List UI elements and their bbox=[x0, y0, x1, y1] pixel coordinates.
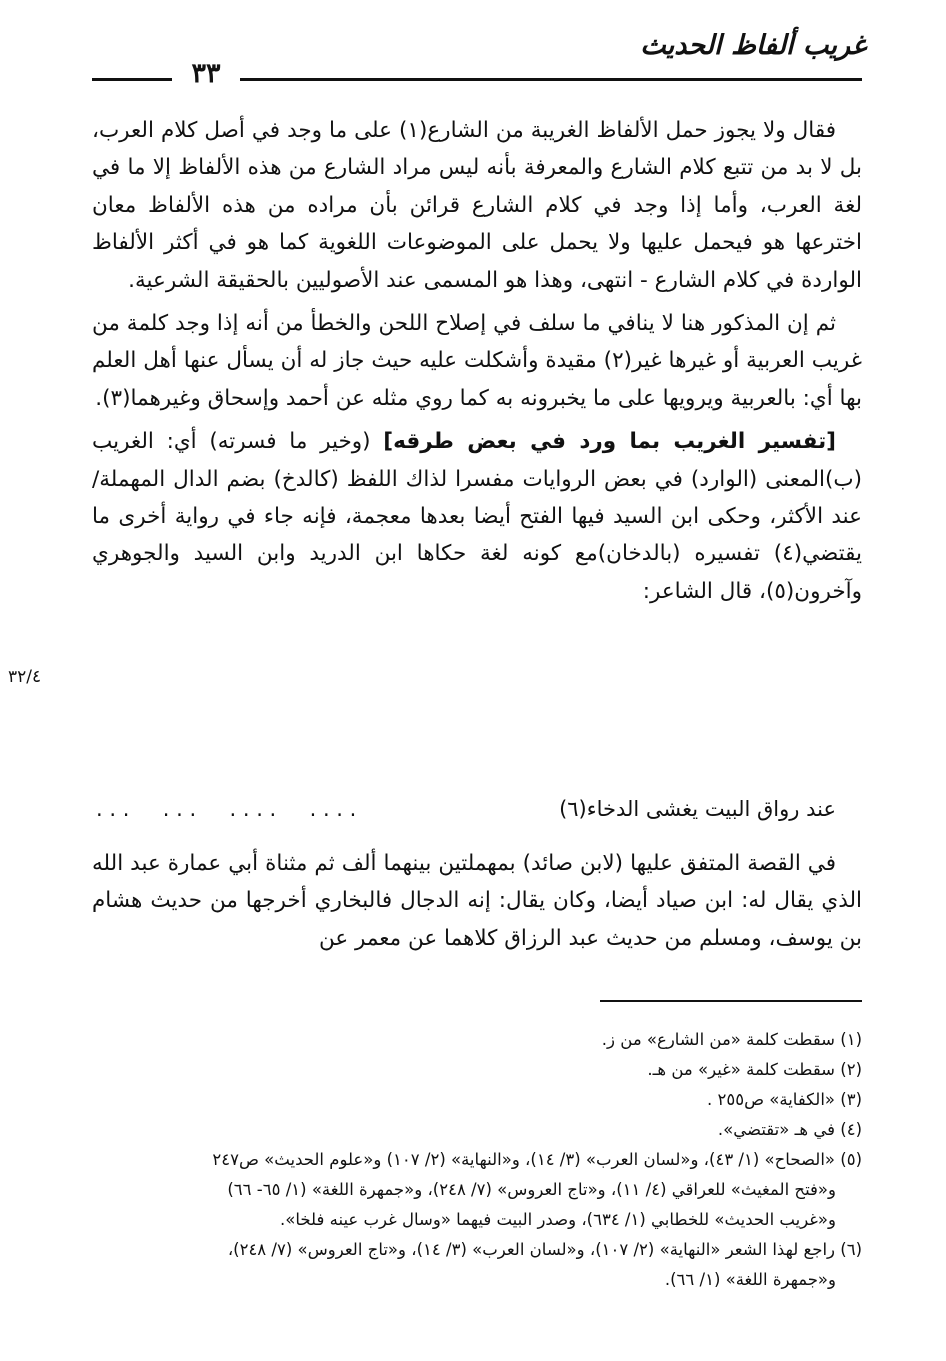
footnotes bbox=[92, 1025, 862, 1295]
verse-ellipsis: . . . . . . . . . . . . . . bbox=[96, 797, 357, 821]
continuation-text bbox=[92, 845, 862, 957]
paragraph-3-text: (وخير ما فسرته) أي: الغريب (ب)المعنى (الوارد) في بعض الروايات مفسرا لذاك اللفظ (كالدخ) بضم الدال المهملة/ عند الأكثر، وحكى ابن السيد فيها الفتح أيضا بعدها معجمة، فإنه جاء في رواية أخرى ما يقتضي(٤) تفسيره (بالدخان)مع كونه لغة حكاها ابن الدريد وابن السيد والجوهري وآخرون(٥)، قال الشاعر: bbox=[92, 429, 862, 604]
margin-reference: ٣٢/٤ bbox=[8, 667, 42, 687]
paragraph-4: في القصة المتفق عليها (لابن صائد) بمهملتين بينهما ألف ثم مثناة أبي عمارة عبد الله الذي يقال له: ابن صياد أيضا، وكان يقال: إنه الدجال فالبخاري أخرجها من حديث هشام بن يوسف، ومسلم من حديث عبد الرزاق كلاهما عن معمر عن bbox=[92, 851, 862, 951]
verse-first-half: عند رواق البيت يغشى الدخاء(٦) bbox=[559, 797, 836, 821]
footnote-5-line-2: و«فتح المغيث» للعراقي (٤/ ١١)، و«تاج العروس» (٧/ ٢٤٨)، و«جمهرة اللغة» (١/ ٦٥- ٦٦) bbox=[227, 1180, 836, 1199]
header-rule-left bbox=[92, 78, 172, 81]
footnote-1: (١) سقطت كلمة «من الشارع» من ز. bbox=[601, 1030, 862, 1049]
paragraph-1: فقال ولا يجوز حمل الألفاظ الغريبة من الشارع(١) على ما وجد في أصل كلام العرب، بل لا بد من تتبع كلام الشارع والمعرفة بأنه ليس مراد الشارع من هذه الألفاظ إلا ما في لغة العرب، وأما إذا وجد في كلام الشارع قرائن بأن مراده من هذه الألفاظ معان اخترعها هو فيحمل عليها ولا يحمل على الموضوعات اللغوية كما هو في أكثر الألفاظ الواردة في كلام الشارع - انتهى، وهذا هو المسمى عند الأصوليين بالحقيقة الشرعية. bbox=[92, 118, 862, 293]
main-text bbox=[92, 112, 862, 616]
footnote-5: (٥) «الصحاح» (١/ ٤٣)، و«لسان العرب» (٣/ ١٤)، و«النهاية» (٢/ ١٠٧) و«علوم الحديث» ص٢٤٧ bbox=[212, 1150, 862, 1169]
running-title: غريب ألفاظ الحديث bbox=[640, 30, 866, 61]
paragraph-3 bbox=[92, 423, 862, 610]
footnote-4: (٤) في هـ «تقتضي». bbox=[717, 1120, 862, 1139]
poetry-verse bbox=[96, 797, 836, 821]
paragraph-2: ثم إن المذكور هنا لا ينافي ما سلف في إصلاح اللحن والخطأ من أنه إذا وجد كلمة من غريب العربية أو غيرها غير(٢) مقيدة وأشكلت عليه حيث جاز له أن يسأل عنها أهل العلم بها أي: بالعربية ويرويها على ما يخبرونه به كما روي مثله عن أحمد وإسحاق وغيرهما(٣). bbox=[92, 311, 862, 411]
footnote-separator bbox=[600, 1000, 862, 1002]
footnote-6: (٦) راجع لهذا الشعر «النهاية» (٢/ ١٠٧)، و«لسان العرب» (٣/ ١٤)، و«تاج العروس» (٧/ ٢٤٨)، bbox=[227, 1240, 862, 1259]
section-heading: [تفسير الغريب بما ورد في بعض طرقه] bbox=[383, 429, 836, 455]
footnote-6-line-2: و«جمهرة اللغة» (١/ ٦٦). bbox=[664, 1270, 836, 1289]
footnote-5-line-3: و«غريب الحديث» للخطابي (١/ ٦٣٤)، وصدر البيت فيهما «وسال غرب عينه فلخا». bbox=[280, 1210, 836, 1229]
page-number: ٣٣ bbox=[191, 58, 221, 89]
footnote-2: (٢) سقطت كلمة «غير» من هـ. bbox=[647, 1060, 862, 1079]
footnote-3: (٣) «الكفاية» ص٢٥٥ . bbox=[706, 1090, 862, 1109]
header-rule-right bbox=[240, 78, 862, 81]
